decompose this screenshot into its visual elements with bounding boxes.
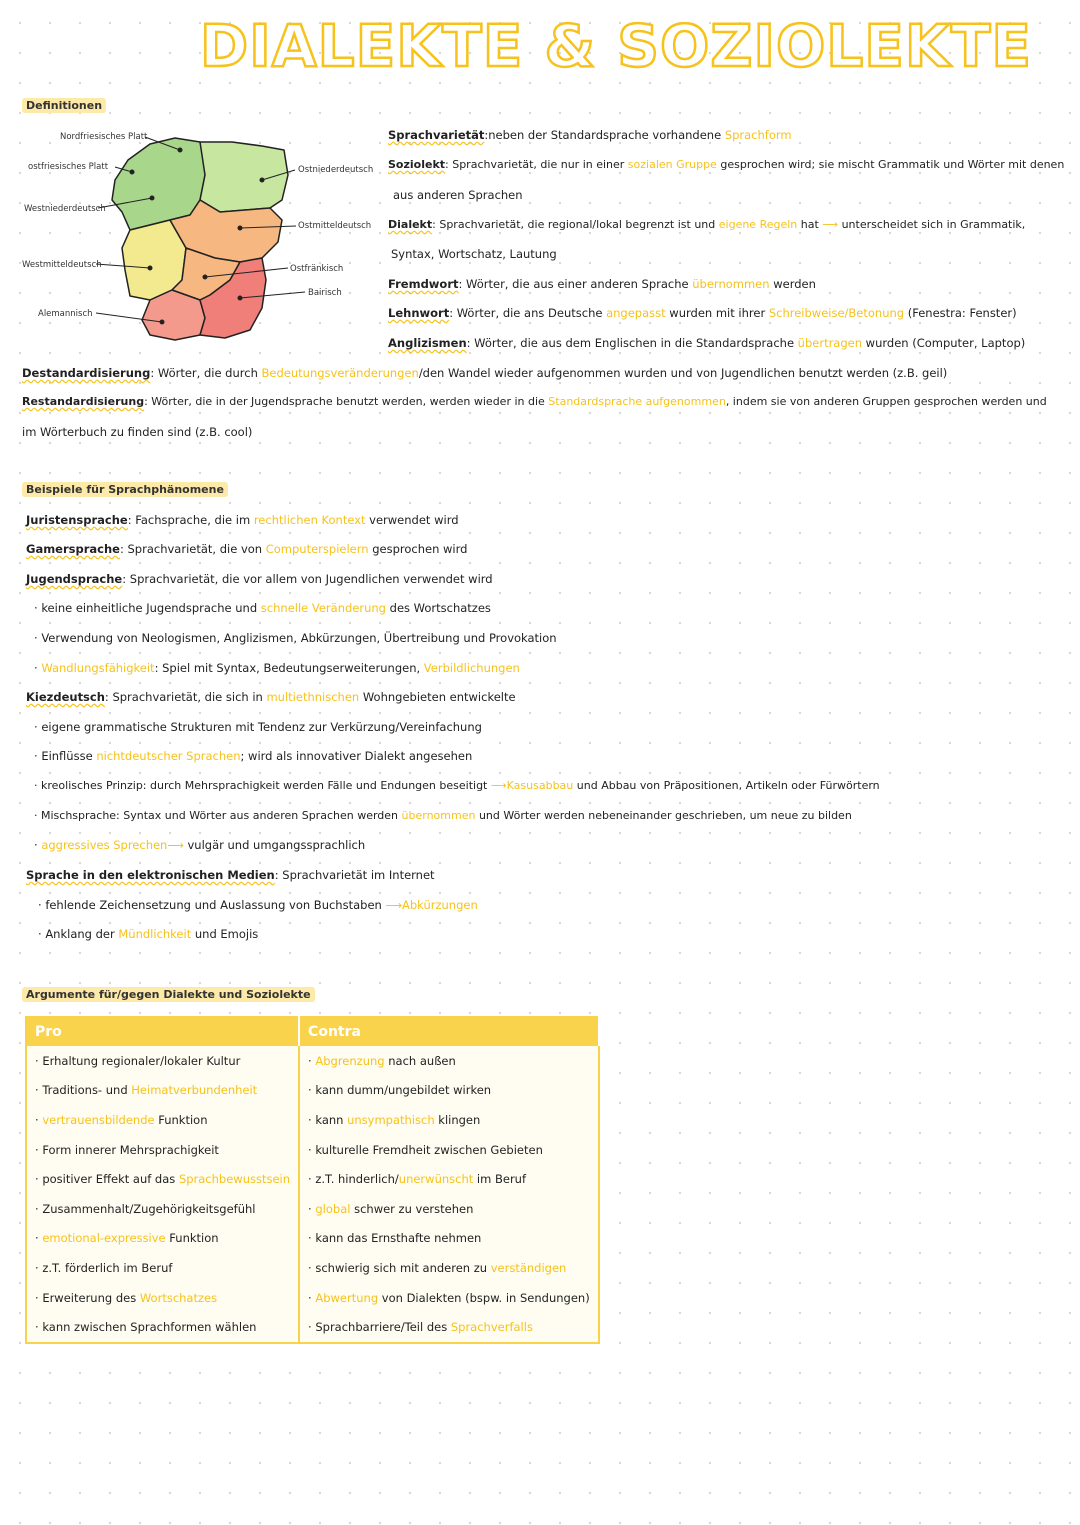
pro-cell: · Zusammenhalt/Zugehörigkeitsgefühl (26, 1194, 299, 1224)
contra-cell: · kulturelle Fremdheit zwischen Gebieten (299, 1135, 599, 1165)
pro-cell: · z.T. förderlich im Beruf (26, 1253, 299, 1283)
table-row (26, 1046, 599, 1076)
pro-cell: · emotional-expressive Funktion (26, 1224, 299, 1254)
list-item: · eigene grammatische Strukturen mit Tendenz zur Verkürzung/Vereinfachung (34, 720, 482, 734)
arguments-table (25, 1016, 600, 1344)
list-item: · kreolisches Prinzip: durch Mehrsprachigkeit werden Fälle und Endungen beseitigt ⟶Kasusabbau und Abbau von Präpositionen, Artikeln oder Fürwörtern (34, 779, 880, 792)
contra-header: Contra (299, 1017, 599, 1046)
list-item: · Anklang der Mündlichkeit und Emojis (38, 927, 259, 941)
list-item: · Einflüsse nichtdeutscher Sprachen; wird als innovativer Dialekt angesehen (34, 749, 473, 763)
section-heading-beispiele: Beispiele für Sprachphänomene (22, 482, 228, 497)
pro-header: Pro (26, 1017, 299, 1046)
def-lehnwort: Lehnwort: Wörter, die ans Deutsche angepasst wurden mit ihrer Schreibweise/Betonung (Fenestra: Fenster) (388, 306, 1017, 320)
arrow-icon: ⟶ (822, 218, 839, 231)
contra-cell: · Abwertung von Dialekten (bspw. in Sendungen) (299, 1283, 599, 1313)
ex-juristensprache: Juristensprache: Fachsprache, die im rechtlichen Kontext verwendet wird (26, 513, 459, 527)
section-heading-definitionen: Definitionen (22, 98, 106, 113)
def-sprachvarietaet: Sprachvarietät:neben der Standardsprache vorhandene Sprachform (388, 128, 792, 142)
table-row (26, 1194, 599, 1224)
map-label-westniederdeutsch: Westniederdeutsch (24, 204, 106, 214)
list-item: · Verwendung von Neologismen, Anglizismen, Abkürzungen, Übertreibung und Provokation (34, 631, 557, 645)
pro-cell: · positiver Effekt auf das Sprachbewusstsein (26, 1164, 299, 1194)
def-anglizismen: Anglizismen: Wörter, die aus dem Englischen in die Standardsprache übertragen wurden (Computer, Laptop) (388, 336, 1026, 350)
map-label-alemannisch: Alemannisch (38, 309, 93, 319)
table-row (26, 1253, 599, 1283)
list-item: · keine einheitliche Jugendsprache und schnelle Veränderung des Wortschatzes (34, 601, 491, 615)
arrow-icon: ⟶ (167, 838, 184, 852)
map-label-ostmitteldeutsch: Ostmitteldeutsch (298, 221, 372, 231)
map-label-westmitteldeutsch: Westmitteldeutsch (22, 260, 102, 270)
pro-cell: · Erhaltung regionaler/lokaler Kultur (26, 1046, 299, 1076)
ex-jugendsprache: Jugendsprache: Sprachvarietät, die vor allem von Jugendlichen verwendet wird (26, 572, 493, 586)
page-title: DIALEKTE & SOZIOLEKTE (200, 12, 1033, 80)
list-item: · Mischsprache: Syntax und Wörter aus anderen Sprachen werden übernommen und Wörter werden nebeneinander geschrieben, um neue zu bilden (34, 809, 852, 822)
table-row (26, 1164, 599, 1194)
contra-cell: · Sprachbarriere/Teil des Sprachverfalls (299, 1312, 599, 1343)
def-dialekt: Dialekt: Sprachvarietät, die regional/lokal begrenzt ist und eigene Regeln hat ⟶ unterscheidet sich in Grammatik, (388, 218, 1026, 231)
contra-cell: · global schwer zu verstehen (299, 1194, 599, 1224)
pro-cell: · Form innerer Mehrsprachigkeit (26, 1135, 299, 1165)
def-restandardisierung-cont: im Wörterbuch zu finden sind (z.B. cool) (22, 425, 253, 439)
table-row (26, 1105, 599, 1135)
table-row (26, 1312, 599, 1343)
ex-medien: Sprache in den elektronischen Medien: Sprachvarietät im Internet (26, 868, 435, 882)
map-label-ostniederdeutsch: Ostniederdeutsch (298, 165, 374, 175)
pro-cell: · Traditions- und Heimatverbundenheit (26, 1076, 299, 1106)
table-row (26, 1224, 599, 1254)
table-header-row (26, 1017, 599, 1046)
ex-kiezdeutsch: Kiezdeutsch: Sprachvarietät, die sich in multiethnischen Wohngebieten entwickelte (26, 690, 516, 704)
list-item: · fehlende Zeichensetzung und Auslassung von Buchstaben ⟶Abkürzungen (38, 898, 478, 912)
contra-cell: · kann unsympathisch klingen (299, 1105, 599, 1135)
contra-cell: · Abgrenzung nach außen (299, 1046, 599, 1076)
def-soziolekt-cont: aus anderen Sprachen (393, 188, 523, 202)
def-dialekt-cont: Syntax, Wortschatz, Lautung (391, 247, 557, 261)
list-item: · Wandlungsfähigkeit: Spiel mit Syntax, Bedeutungserweiterungen, Verbildlichungen (34, 661, 520, 675)
arrow-icon: ⟶ (385, 898, 402, 912)
table-row (26, 1135, 599, 1165)
def-soziolekt: Soziolekt: Sprachvarietät, die nur in einer sozialen Gruppe gesprochen wird; sie mischt Grammatik und Wörter mit denen (388, 158, 1065, 171)
def-restandardisierung: Restandardisierung: Wörter, die in der Jugendsprache benutzt werden, werden wieder in die Standardsprache aufgenommen, indem sie von anderen Gruppen gesprochen werden und (22, 395, 1047, 408)
map-label-ostfriesisch: ostfriesisches Platt (28, 162, 109, 172)
table-row (26, 1076, 599, 1106)
ex-gamersprache: Gamersprache: Sprachvarietät, die von Computerspielern gesprochen wird (26, 542, 468, 556)
def-fremdwort: Fremdwort: Wörter, die aus einer anderen Sprache übernommen werden (388, 277, 816, 291)
contra-cell: · z.T. hinderlich/unerwünscht im Beruf (299, 1164, 599, 1194)
section-heading-argumente: Argumente für/gegen Dialekte und Soziolekte (22, 987, 315, 1002)
pro-cell: · Erweiterung des Wortschatzes (26, 1283, 299, 1313)
map-label-nordfriesisch: Nordfriesisches Platt (60, 132, 148, 142)
contra-cell: · schwierig sich mit anderen zu verständigen (299, 1253, 599, 1283)
region-ostniederdeutsch (200, 142, 288, 212)
list-item: · aggressives Sprechen⟶ vulgär und umgangssprachlich (34, 838, 366, 852)
contra-cell: · kann dumm/ungebildet wirken (299, 1076, 599, 1106)
map-label-bairisch: Bairisch (308, 288, 342, 298)
pro-cell: · kann zwischen Sprachformen wählen (26, 1312, 299, 1343)
table-row (26, 1283, 599, 1313)
def-destandardisierung: Destandardisierung: Wörter, die durch Bedeutungsveränderungen/den Wandel wieder aufgenommen wurden und von Jugendlichen benutzt werden (z.B. geil) (22, 366, 948, 380)
arrow-icon: ⟶ (490, 779, 507, 792)
contra-cell: · kann das Ernsthafte nehmen (299, 1224, 599, 1254)
pro-cell: · vertrauensbildende Funktion (26, 1105, 299, 1135)
map-label-ostfraenkisch: Ostfränkisch (290, 264, 344, 274)
